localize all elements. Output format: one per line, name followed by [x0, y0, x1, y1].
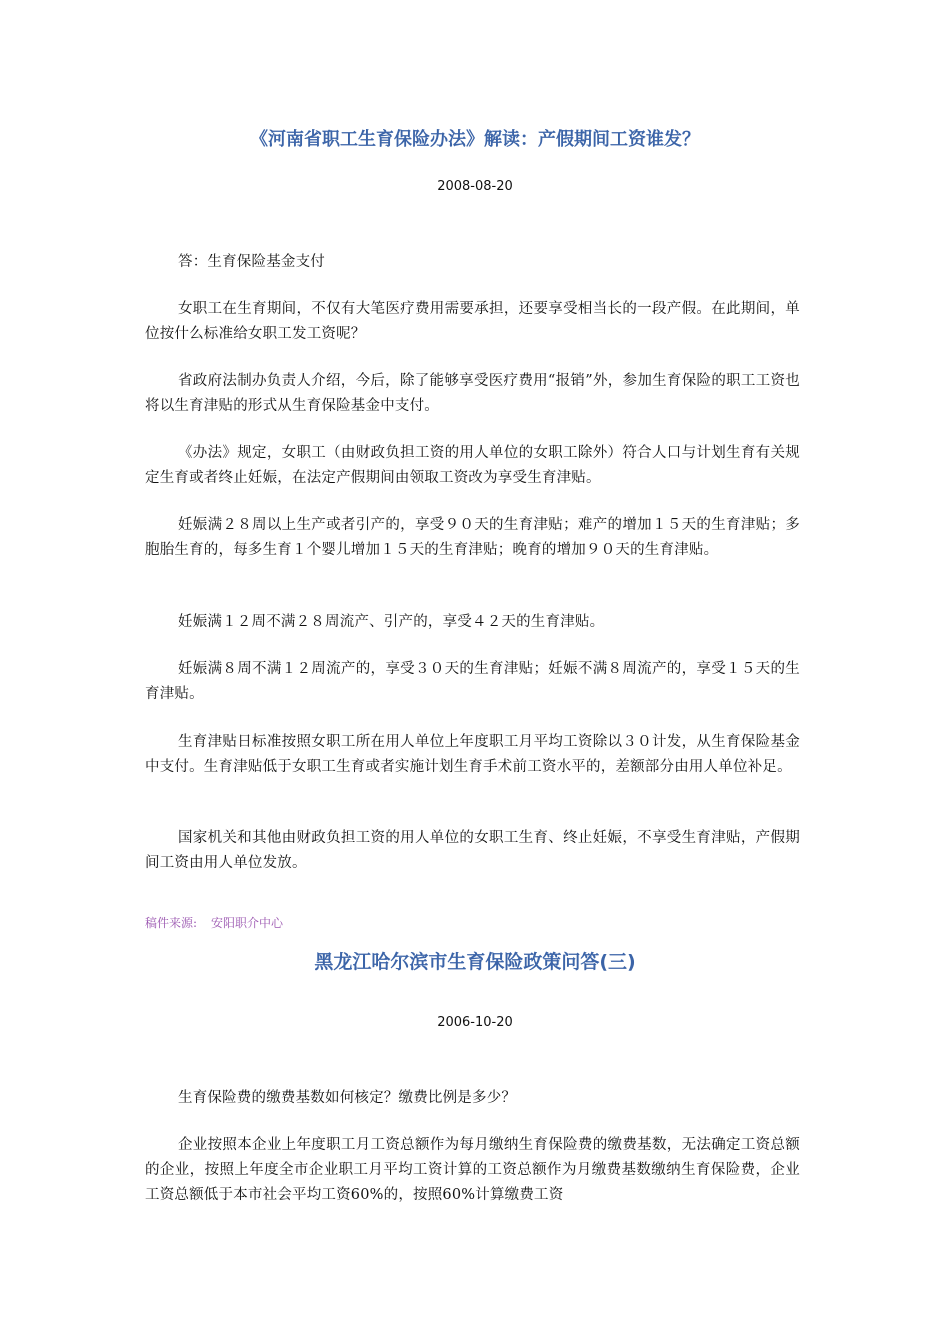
- paragraph: 妊娠满２８周以上生产或者引产的，享受９０天的生育津贴；难产的增加１５天的生育津贴；多胞胎生育的，每多生育１个婴儿增加１５天的生育津贴；晚育的增加９０天的生育津贴。: [145, 517, 800, 558]
- paragraph: 答：生育保险基金支付: [178, 254, 325, 270]
- paragraph: 省政府法制办负责人介绍，今后，除了能够享受医疗费用“报销”外，参加生育保险的职工工资也将以生育津贴的形式从生育保险基金中支付。: [145, 373, 800, 414]
- article-title: 《河南省职工生育保险办法》解读：产假期间工资谁发？: [250, 129, 700, 150]
- paragraph: 《办法》规定，女职工（由财政负担工资的用人单位的女职工除外）符合人口与计划生育有关规定生育或者终止妊娠，在法定产假期间由领取工资改为享受生育津贴。: [145, 445, 800, 486]
- source-line: [145, 914, 283, 932]
- article-title: 黑龙江哈尔滨市生育保险政策问答(三): [314, 951, 636, 973]
- article-date: 2008-08-20: [437, 179, 513, 194]
- paragraph: 妊娠满８周不满１２周流产的，享受３０天的生育津贴；妊娠不满８周流产的，享受１５天的生育津贴。: [145, 661, 800, 702]
- paragraph: 妊娠满１２周不满２８周流产、引产的，享受４２天的生育津贴。: [178, 614, 605, 630]
- article-date: 2006-10-20: [437, 1015, 513, 1030]
- source-value: 安阳职介中心: [211, 916, 284, 930]
- paragraph: 女职工在生育期间，不仅有大笔医疗费用需要承担，还要享受相当长的一段产假。在此期间，单位按什么标准给女职工发工资呢？: [145, 301, 800, 342]
- paragraph: 国家机关和其他由财政负担工资的用人单位的女职工生育、终止妊娠，不享受生育津贴，产假期间工资由用人单位发放。: [145, 830, 800, 871]
- source-label: 稿件来源:: [145, 916, 198, 930]
- paragraph: 生育津贴日标准按照女职工所在用人单位上年度职工月平均工资除以３０计发，从生育保险基金中支付。生育津贴低于女职工生育或者实施计划生育手术前工资水平的，差额部分由用人单位补足。: [145, 734, 800, 775]
- paragraph: 生育保险费的缴费基数如何核定？缴费比例是多少？: [178, 1090, 517, 1106]
- paragraph: 企业按照本企业上年度职工月工资总额作为每月缴纳生育保险费的缴费基数，无法确定工资总额的企业，按照上年度全市企业职工月平均工资计算的工资总额作为月缴费基数缴纳生育保险费，企业工资总额低于本市社会平均工资60%的，按照60%计算缴费工资: [145, 1137, 800, 1203]
